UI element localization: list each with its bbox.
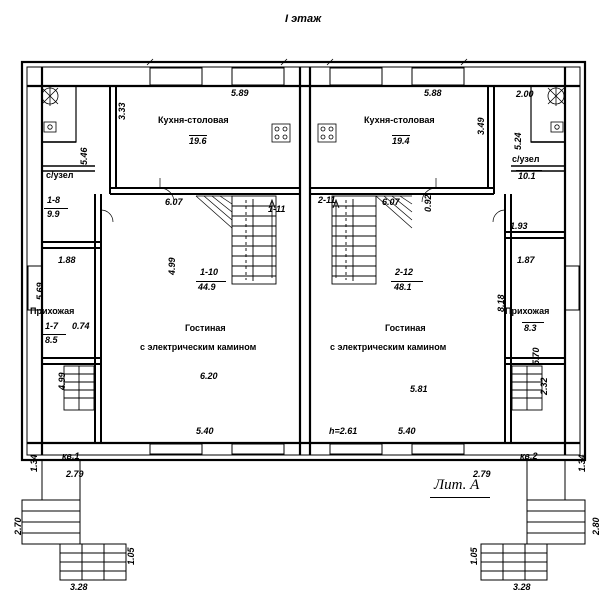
dim-left-546: 5.46: [79, 147, 89, 165]
dim-left-188: 1.88: [58, 255, 76, 265]
room-number-living-right: 2-12: [395, 267, 414, 277]
dim-left-134: 1.34: [29, 454, 39, 472]
room-label-kitchen-right: Кухня-столовая: [364, 115, 435, 125]
dim-kitchen-right-top: 5.88: [424, 88, 442, 98]
dim-right-349: 3.49: [476, 117, 486, 135]
dim-right-279: 2.79: [473, 469, 491, 479]
room-label-bath-left: с/узел: [46, 170, 74, 180]
room-number-hall-left: 1-7: [45, 321, 59, 331]
room-area-hall-right: 8.3: [524, 323, 537, 333]
room-number-bath-left: 1-8: [47, 195, 61, 205]
dim-left-inner-607: 6.07: [165, 197, 183, 207]
room-area-living-left: 44.9: [198, 282, 216, 292]
dim-left-499-outer: 4.99: [57, 372, 67, 390]
dim-right-524: 5.24: [513, 132, 523, 150]
dim-right-134: 1.34: [577, 454, 587, 472]
dim-right-280: 2.80: [591, 517, 601, 535]
dim-right-200: 2.00: [516, 89, 534, 99]
label-apartment-1: кв.1: [62, 451, 80, 461]
room-label-hall-right: Прихожая: [505, 306, 550, 316]
dim-left-328: 3.28: [70, 582, 88, 592]
dim-right-570: 5.70: [531, 347, 541, 365]
dim-left-499-inner: 4.99: [167, 257, 177, 275]
dim-left-074: 0.74: [72, 321, 90, 331]
page-title: I этаж: [285, 13, 322, 25]
room-label-living-right-2: с электрическим камином: [330, 342, 447, 352]
dim-right-232: 2.32: [539, 377, 549, 395]
room-number-stair-right: 2-11: [318, 195, 336, 205]
room-area-bath-left: 9.9: [47, 209, 60, 219]
dim-right-540: 5.40: [398, 426, 416, 436]
label-apartment-2: кв.2: [520, 451, 538, 461]
dim-ceiling-height: h=2.61: [329, 426, 358, 436]
room-area-kitchen-left: 19.6: [189, 136, 207, 146]
dim-right-092: 0.92: [423, 194, 433, 212]
room-area-kitchen-right: 19.4: [392, 136, 410, 146]
dim-right-193: 1.93: [510, 221, 528, 231]
dim-left-540: 5.40: [196, 426, 214, 436]
room-area-living-right: 48.1: [394, 282, 412, 292]
dim-left-620: 6.20: [200, 371, 218, 381]
room-label-bath-right: с/узел: [512, 154, 540, 164]
dim-left-333: 3.33: [117, 102, 127, 120]
dim-right-inner-607: 6.07: [382, 197, 400, 207]
dim-right-105: 1.05: [469, 547, 479, 565]
room-label-living-left-1: Гостиная: [185, 323, 226, 333]
room-area-bath-right: 10.1: [518, 171, 536, 181]
room-number-living-left: 1-10: [200, 267, 219, 277]
signature-underline: [430, 497, 490, 498]
room-number-stair-left: 1-11: [268, 204, 286, 214]
dim-right-818: 8.18: [496, 294, 506, 312]
room-label-kitchen-left: Кухня-столовая: [158, 115, 229, 125]
room-area-hall-left: 8.5: [45, 335, 58, 345]
dim-left-270: 2.70: [13, 517, 23, 535]
dim-kitchen-left-top: 5.89: [231, 88, 249, 98]
signature-label: Лит. А: [434, 477, 480, 493]
room-label-living-left-2: с электрическим камином: [140, 342, 257, 352]
dim-right-328: 3.28: [513, 582, 531, 592]
dim-right-187: 1.87: [517, 255, 535, 265]
dim-right-581: 5.81: [410, 384, 428, 394]
room-label-living-right-1: Гостиная: [385, 323, 426, 333]
room-label-hall-left: Прихожая: [30, 306, 75, 316]
dim-left-105: 1.05: [126, 547, 136, 565]
dim-left-279: 2.79: [66, 469, 84, 479]
dim-left-569: 5.69: [35, 282, 45, 300]
